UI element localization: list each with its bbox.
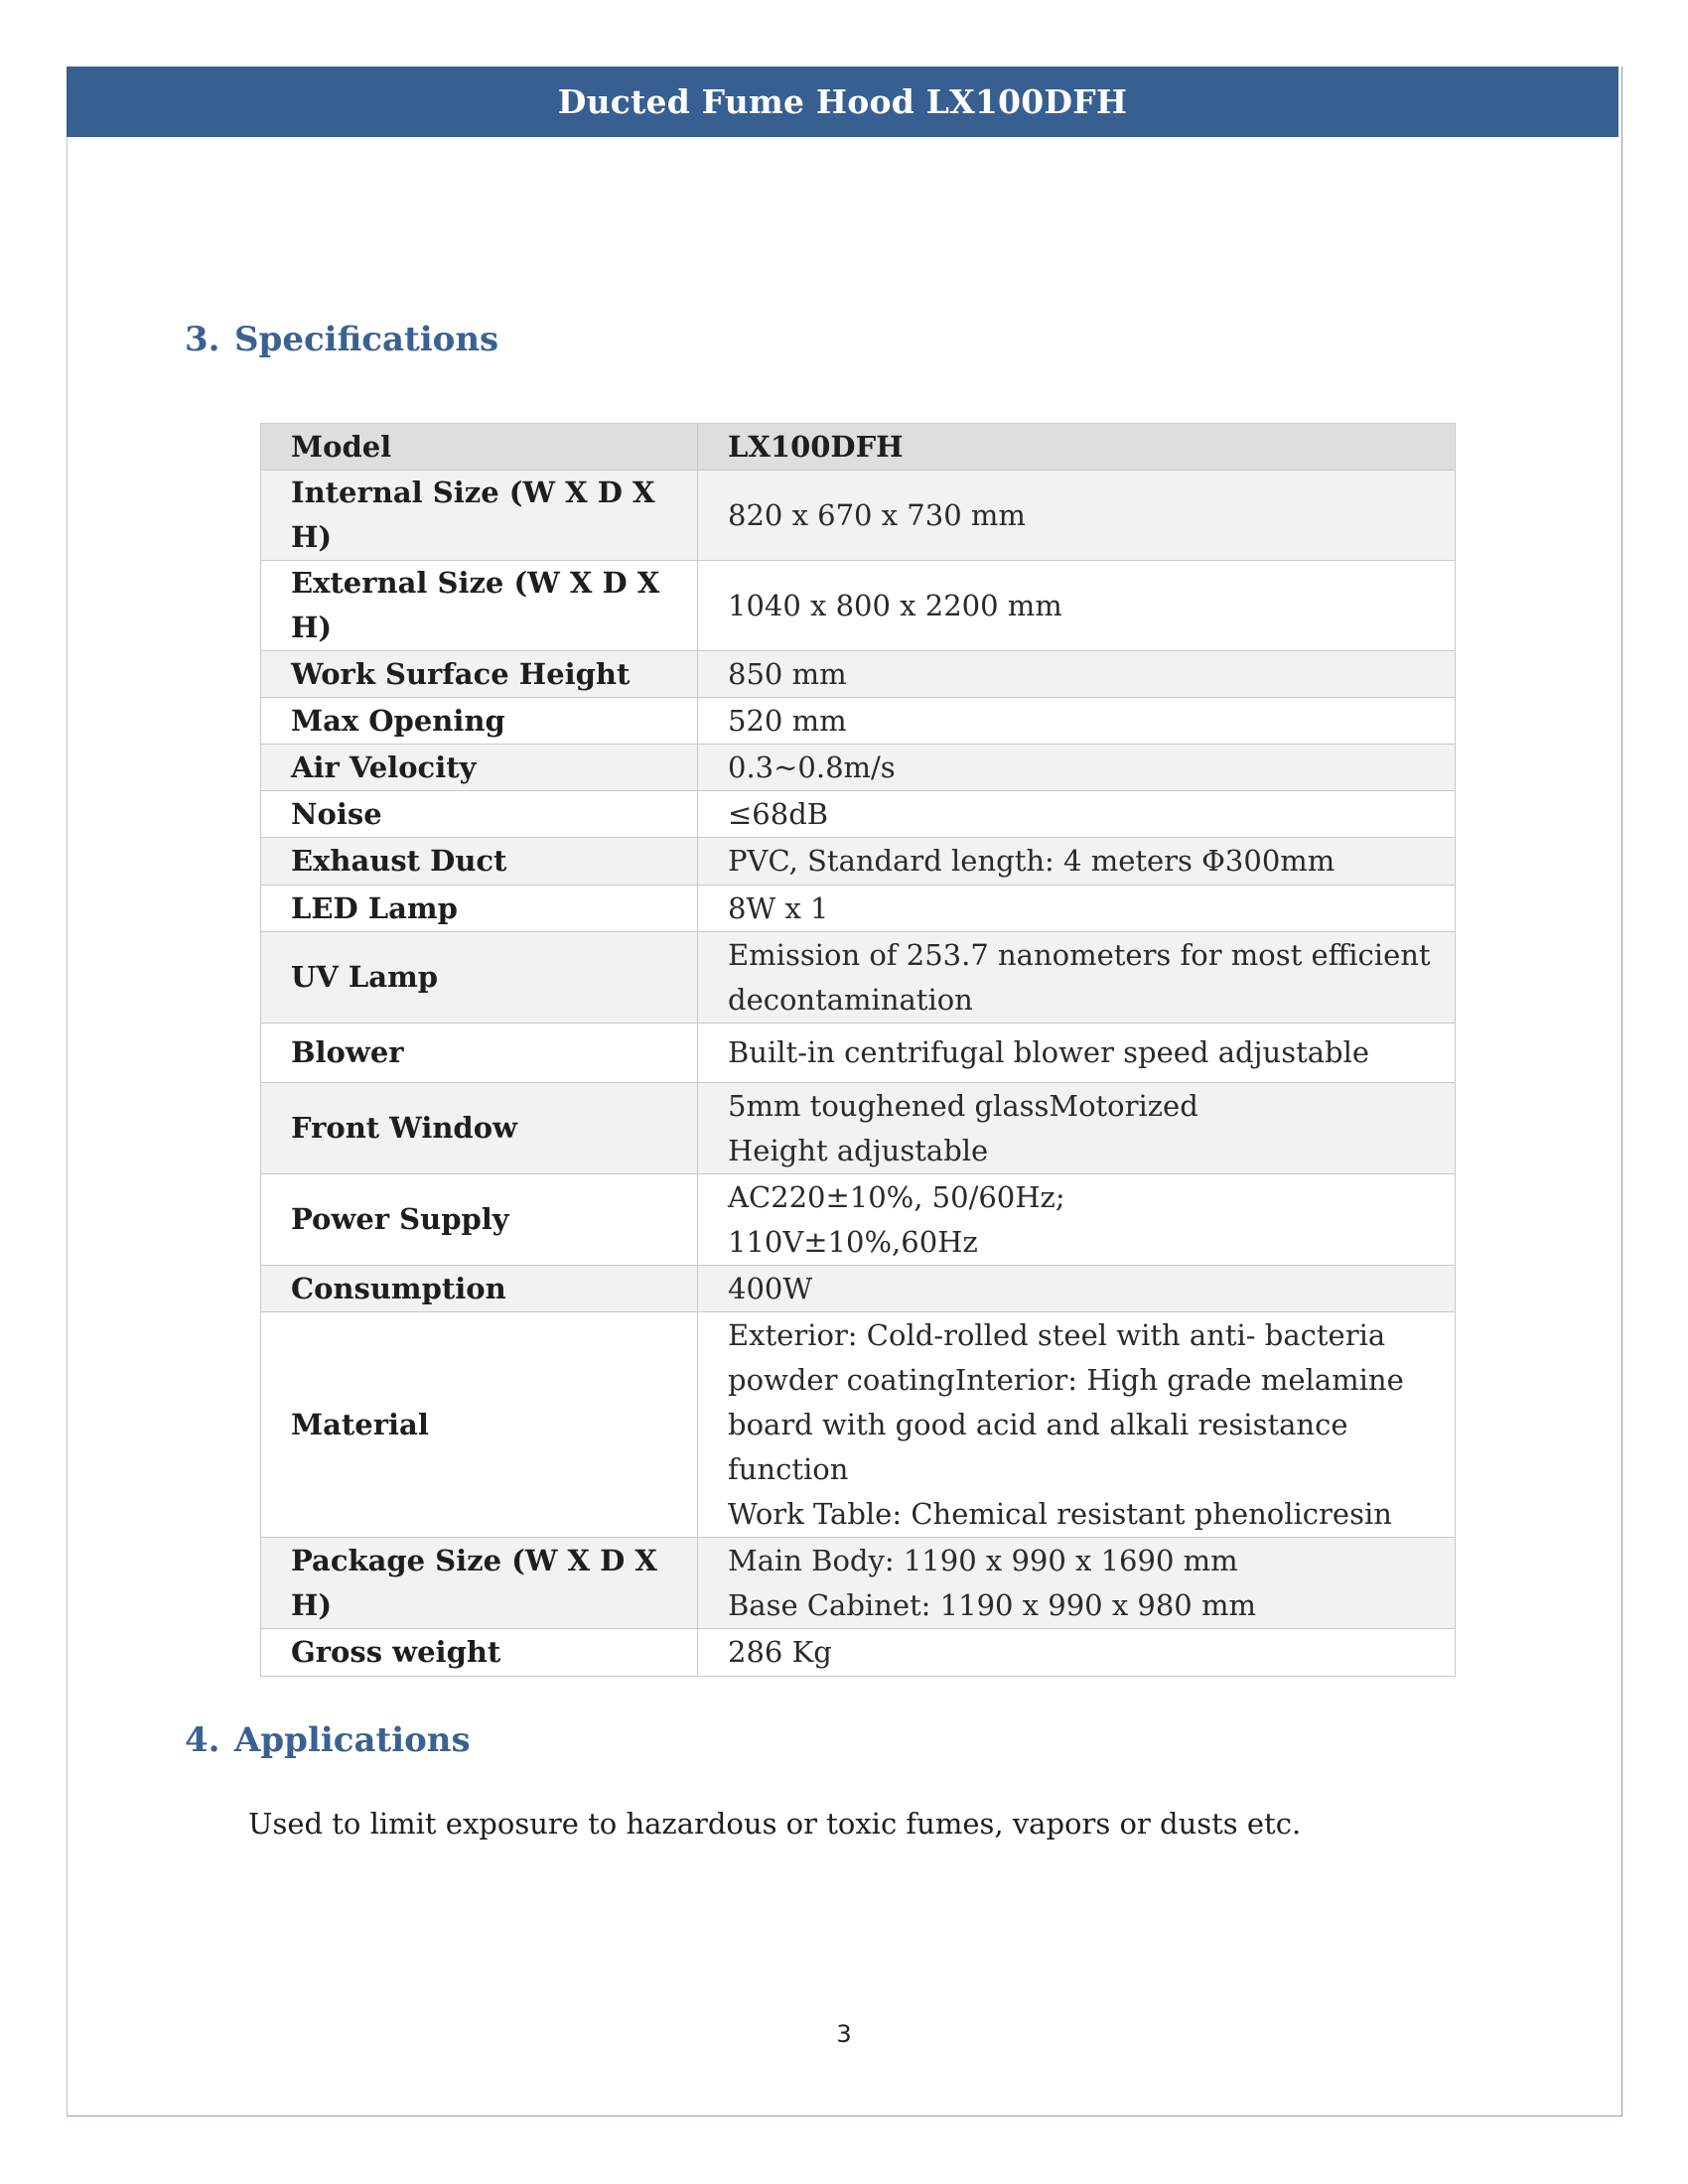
spec-value: 820 x 670 x 730 mm — [698, 471, 1456, 561]
spec-label: Internal Size (W X D X H) — [261, 471, 698, 561]
spec-value: 400W — [698, 1266, 1456, 1312]
spec-label: Air Velocity — [261, 745, 698, 791]
page-number: 3 — [836, 2020, 852, 2048]
document-title: Ducted Fume Hood LX100DFH — [557, 82, 1128, 121]
spec-label: Gross weight — [261, 1629, 698, 1677]
applications-text: Used to limit exposure to hazardous or toxic fumes, vapors or dusts etc. — [248, 1807, 1302, 1841]
table-row — [261, 745, 1456, 791]
table-row — [261, 1083, 1456, 1174]
table-row — [261, 651, 1456, 698]
spec-label: Noise — [261, 791, 698, 838]
specifications-heading-text: Specifications — [234, 320, 499, 359]
table-header-row — [261, 424, 1456, 471]
spec-label: LED Lamp — [261, 886, 698, 932]
specifications-heading-number: 3. — [185, 320, 220, 359]
table-row — [261, 886, 1456, 932]
spec-value: Exterior: Cold-rolled steel with anti- bacteria powder coatingInterior: High grade melamine board with good acid and alkali resistance function Work Table: Chemical resistant phenolicresin — [698, 1312, 1456, 1538]
table-row — [261, 1174, 1456, 1266]
table-row — [261, 1629, 1456, 1677]
applications-heading-text: Applications — [234, 1720, 471, 1760]
spec-value: ≤68dB — [698, 791, 1456, 838]
spec-label: Package Size (W X D X H) — [261, 1538, 698, 1629]
applications-heading-number: 4. — [185, 1720, 220, 1760]
table-row — [261, 1538, 1456, 1629]
spec-label: Material — [261, 1312, 698, 1538]
table-row — [261, 932, 1456, 1024]
spec-label: Power Supply — [261, 1174, 698, 1266]
spec-label: Consumption — [261, 1266, 698, 1312]
spec-label: Blower — [261, 1024, 698, 1083]
table-row — [261, 1024, 1456, 1083]
spec-value: 5mm toughened glassMotorized Height adjustable — [698, 1083, 1456, 1174]
spec-value: Built-in centrifugal blower speed adjustable — [698, 1024, 1456, 1083]
table-row — [261, 1266, 1456, 1312]
spec-label: UV Lamp — [261, 932, 698, 1024]
table-header-value: LX100DFH — [698, 424, 1456, 471]
specifications-table — [260, 423, 1456, 1677]
table-row — [261, 561, 1456, 651]
spec-value: 850 mm — [698, 651, 1456, 698]
table-row — [261, 698, 1456, 745]
spec-value: 520 mm — [698, 698, 1456, 745]
table-header-label: Model — [261, 424, 698, 471]
spec-value: AC220±10%, 50/60Hz; 110V±10%,60Hz — [698, 1174, 1456, 1266]
table-row — [261, 1312, 1456, 1538]
spec-value: 0.3~0.8m/s — [698, 745, 1456, 791]
spec-label: Work Surface Height — [261, 651, 698, 698]
spec-value: Main Body: 1190 x 990 x 1690 mm Base Cabinet: 1190 x 990 x 980 mm — [698, 1538, 1456, 1629]
spec-value: 1040 x 800 x 2200 mm — [698, 561, 1456, 651]
spec-value: 8W x 1 — [698, 886, 1456, 932]
spec-value: Emission of 253.7 nanometers for most efficient decontamination — [698, 932, 1456, 1024]
spec-value: PVC, Standard length: 4 meters Φ300mm — [698, 838, 1456, 886]
spec-label: Front Window — [261, 1083, 698, 1174]
table-row — [261, 791, 1456, 838]
specifications-heading — [185, 320, 498, 359]
document-title-bar — [67, 67, 1618, 137]
table-row — [261, 838, 1456, 886]
spec-value: 286 Kg — [698, 1629, 1456, 1677]
spec-label: Max Opening — [261, 698, 698, 745]
table-row — [261, 471, 1456, 561]
applications-heading — [185, 1720, 471, 1760]
spec-label: External Size (W X D X H) — [261, 561, 698, 651]
spec-label: Exhaust Duct — [261, 838, 698, 886]
